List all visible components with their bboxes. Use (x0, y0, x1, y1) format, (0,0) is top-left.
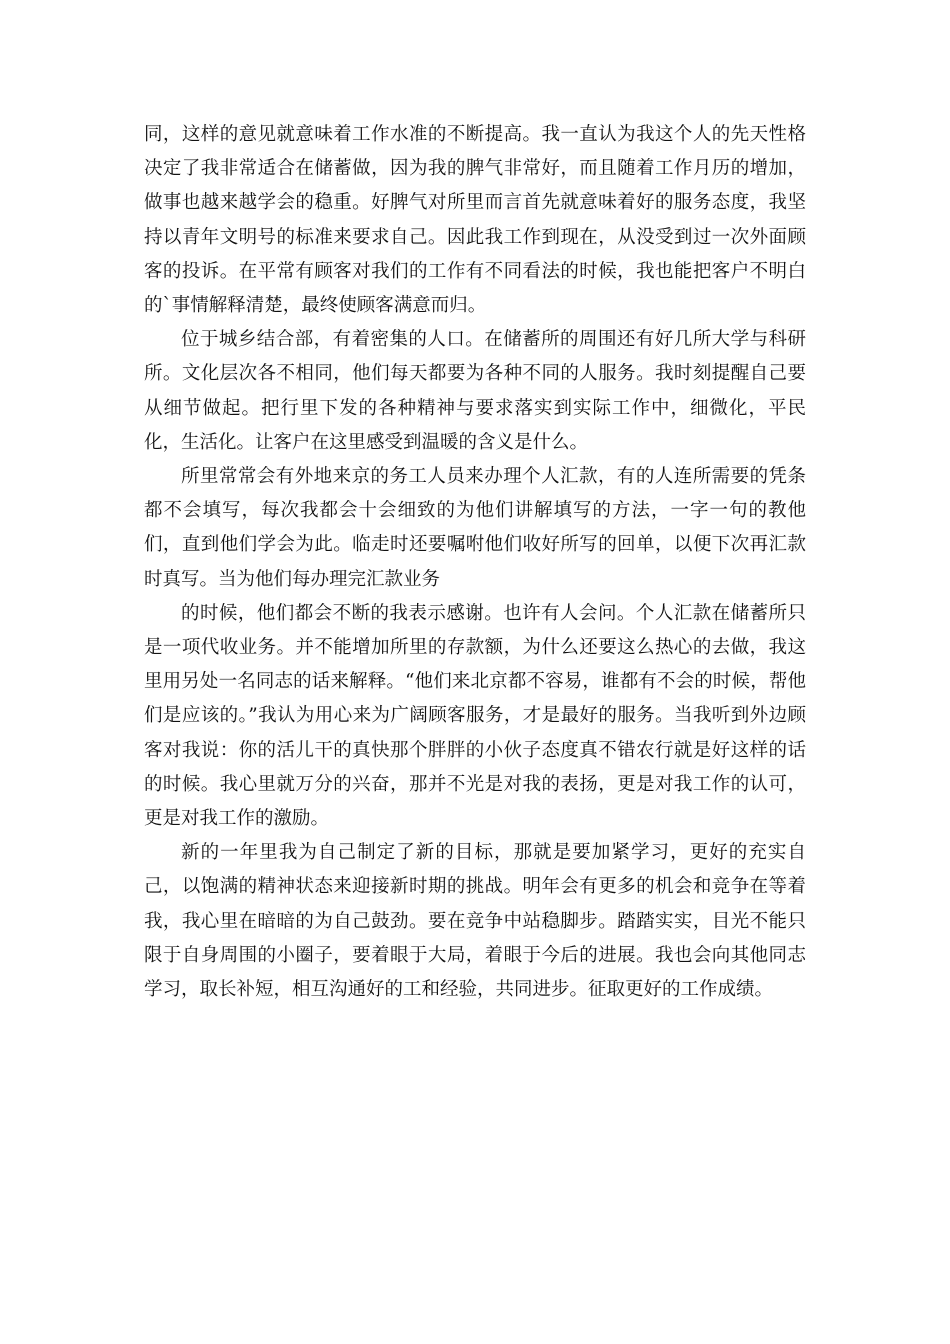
paragraph-3: 所里常常会有外地来京的务工人员来办理个人汇款，有的人连所需要的凭条都不会填写，每次我都会十会细致的为他们讲解填写的方法，一字一句的教他们，直到他们学会为此。临走时还要嘱咐他们收好所写的回单，以便下次再汇款时真写。当为他们每办理完汇款业务 (144, 466, 806, 590)
document-body (144, 118, 806, 1007)
paragraph-2: 位于城乡结合部，有着密集的人口。在储蓄所的周围还有好几所大学与科研所。文化层次各不相同，他们每天都要为各种不同的人服务。我时刻提醒自己要从细节做起。把行里下发的各种精神与要求落实到实际工作中，细微化，平民化，生活化。让客户在这里感受到温暖的含义是什么。 (144, 329, 806, 453)
paragraph-1: 同，这样的意见就意味着工作水准的不断提高。我一直认为我这个人的先天性格决定了我非常适合在储蓄做，因为我的脾气非常好，而且随着工作月历的增加，做事也越来越学会的稳重。好脾气对所里而言首先就意味着好的服务态度，我坚持以青年文明号的标准来要求自己。因此我工作到现在，从没受到过一次外面顾客的投诉。在平常有顾客对我们的工作有不同看法的时候，我也能把客户不明白的`事情解释清楚，最终使顾客满意而归。 (144, 124, 806, 317)
paragraph-4: 的时候，他们都会不断的我表示感谢。也许有人会问。个人汇款在储蓄所只是一项代收业务。并不能增加所里的存款额，为什么还要这么热心的去做，我这里用另处一名同志的话来解释。“他们来北京都不容易，谁都有不会的时候，帮他们是应该的。”我认为用心来为广阔顾客服务，才是最好的服务。当我听到外边顾客对我说：你的活儿干的真快那个胖胖的小伙子态度真不错农行就是好这样的话的时候。我心里就万分的兴奋，那并不光是对我的表扬，更是对我工作的认可，更是对我工作的激励。 (144, 602, 806, 830)
paragraph-5: 新的一年里我为自己制定了新的目标，那就是要加紧学习，更好的充实自己，以饱满的精神状态来迎接新时期的挑战。明年会有更多的机会和竞争在等着我，我心里在暗暗的为自己鼓劲。要在竞争中站稳脚步。踏踏实实，目光不能只限于自身周围的小圈子，要着眼于大局，着眼于今后的进展。我也会向其他同志学习，取长补短，相互沟通好的工和经验，共同进步。征取更好的工作成绩。 (144, 842, 806, 1001)
